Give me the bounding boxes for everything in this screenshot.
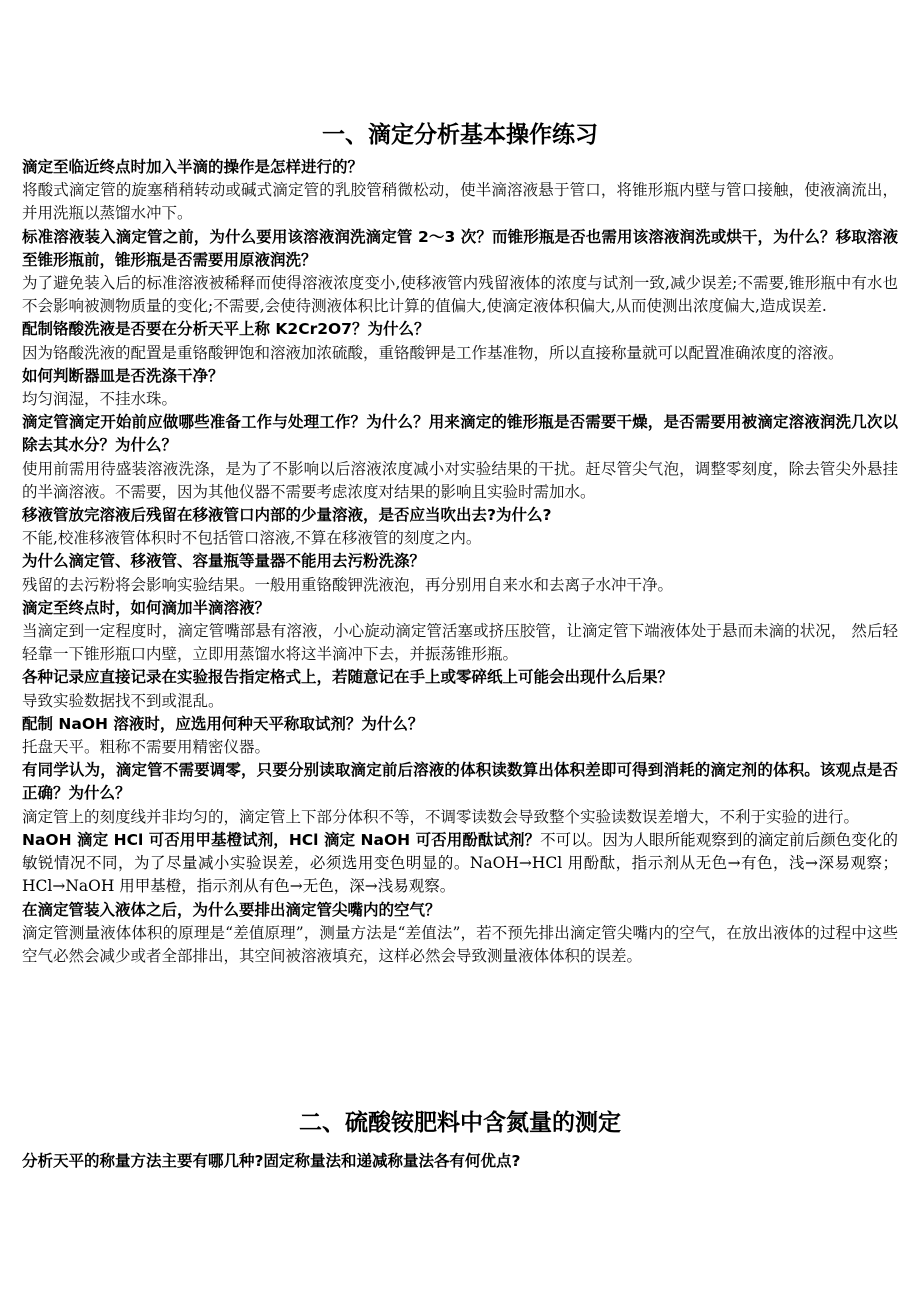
section-title: 二、硫酸铵肥料中含氮量的测定 <box>299 1110 621 1136</box>
answer: 为了避免装入后的标准溶液被稀释而使得溶液浓度变小,使移液管内残留液体的浓度与试剂一致,减少误差;不需要,锥形瓶中有水也不会影响被测物质量的变化;不需要,会使待测液体积比计算的值偏大,使滴定液体积偏大,从而使测出浓度偏大,造成误差. <box>22 274 898 316</box>
answer: 滴定管上的刻度线并非均匀的，滴定管上下部分体积不等，不调零读数会导致整个实验读数误差增大，不利于实验的进行。 <box>22 807 860 826</box>
answer: 残留的去污粉将会影响实验结果。一般用重铬酸钾洗液泡，再分别用自来水和去离子水冲干净。 <box>22 575 674 594</box>
question: 有同学认为，滴定管不需要调零，只要分别读取滴定前后溶液的体积读数算出体积差即可得到消耗的滴定剂的体积。该观点是否正确？为什么？ <box>22 761 898 803</box>
answer: 导致实验数据找不到或混乱。 <box>22 691 224 710</box>
question: 滴定管滴定开始前应做哪些准备工作与处理工作？为什么？用来滴定的锥形瓶是否需要干燥，是否需要用被滴定溶液润洗几次以除去其水分？为什么？ <box>22 413 898 455</box>
question: 如何判断器皿是否洗涤干净？ <box>22 366 224 385</box>
answer: 将酸式滴定管的旋塞稍稍转动或碱式滴定管的乳胶管稍微松动，使半滴溶液悬于管口，将锥形瓶内壁与管口接触，使液滴流出，并用洗瓶以蒸馏水冲下。 <box>22 181 898 223</box>
section-title: 一、滴定分析基本操作练习 <box>322 122 598 148</box>
question: 配制 NaOH 溶液时，应选用何种天平称取试剂？为什么？ <box>22 714 424 733</box>
answer: 均匀润湿，不挂水珠。 <box>22 390 178 409</box>
question: 各种记录应直接记录在实验报告指定格式上，若随意记在手上或零碎纸上可能会出现什么后果？ <box>22 668 674 687</box>
question: 滴定至终点时，如何滴加半滴溶液？ <box>22 598 271 617</box>
question: 在滴定管装入液体之后，为什么要排出滴定管尖嘴内的空气？ <box>22 900 441 919</box>
question-text: NaOH 滴定 HCl 可否用甲基橙试剂，HCl 滴定 NaOH 可否用酚酞试剂？ <box>22 830 541 849</box>
question: 分析天平的称量方法主要有哪几种?固定称量法和递减称量法各有何优点? <box>22 1152 521 1170</box>
answer: 不能,校准移液管体积时不包括管口溶液,不算在移液管的刻度之内。 <box>22 529 482 548</box>
question: 标准溶液装入滴定管之前，为什么要用该溶液润洗滴定管 2～3 次？而锥形瓶是否也需用该溶液润洗或烘干，为什么？移取溶液至锥形瓶前，锥形瓶是否需要用原液润洗？ <box>22 227 898 269</box>
question: 移液管放完溶液后残留在移液管口内部的少量溶液，是否应当吹出去?为什么? <box>22 506 552 525</box>
qa-list <box>22 156 898 968</box>
answer: 当滴定到一定程度时，滴定管嘴部悬有溶液，小心旋动滴定管活塞或挤压胶管，让滴定管下端液体处于悬而未滴的状况， 然后轻轻靠一下锥形瓶口内壁，立即用蒸馏水将这半滴冲下去，并振荡锥形瓶。 <box>22 622 898 664</box>
question: 配制铬酸洗液是否要在分析天平上称 K2Cr2O7？为什么？ <box>22 320 430 339</box>
question: 滴定至临近终点时加入半滴的操作是怎样进行的？ <box>22 158 364 176</box>
inline-answer: 不可以。因为人眼所能观察到的滴定前后颜色变化的敏锐情况不同，为了尽量减小实验误差，必须选用变色明显的。NaOH→HCl 用酚酞，指示剂从无色→有色，浅→深易观察；HCl→NaOH 用甲基橙，指示剂从有色→无色，深→浅易观察。 <box>22 830 898 896</box>
question-with-inline-answer <box>22 829 898 899</box>
answer: 滴定管测量液体体积的原理是“差值原理”，测量方法是“差值法”，若不预先排出滴定管尖嘴内的空气，在放出液体的过程中这些空气必然会减少或者全部排出，其空间被溶液填充，这样必然会导致测量液体体积的误差。 <box>22 923 898 965</box>
answer: 托盘天平。粗称不需要用精密仪器。 <box>22 738 271 757</box>
answer: 因为铬酸洗液的配置是重铬酸钾饱和溶液加浓硫酸，重铬酸钾是工作基准物，所以直接称量就可以配置准确浓度的溶液。 <box>22 343 844 362</box>
answer: 使用前需用待盛装溶液洗涤，是为了不影响以后溶液浓度减小对实验结果的干扰。赶尽管尖气泡，调整零刻度，除去管尖外悬挂的半滴溶液。不需要，因为其他仪器不需要考虑浓度对结果的影响且实验时需加水。 <box>22 459 898 501</box>
question: 为什么滴定管、移液管、容量瓶等量器不能用去污粉洗涤？ <box>22 552 426 571</box>
